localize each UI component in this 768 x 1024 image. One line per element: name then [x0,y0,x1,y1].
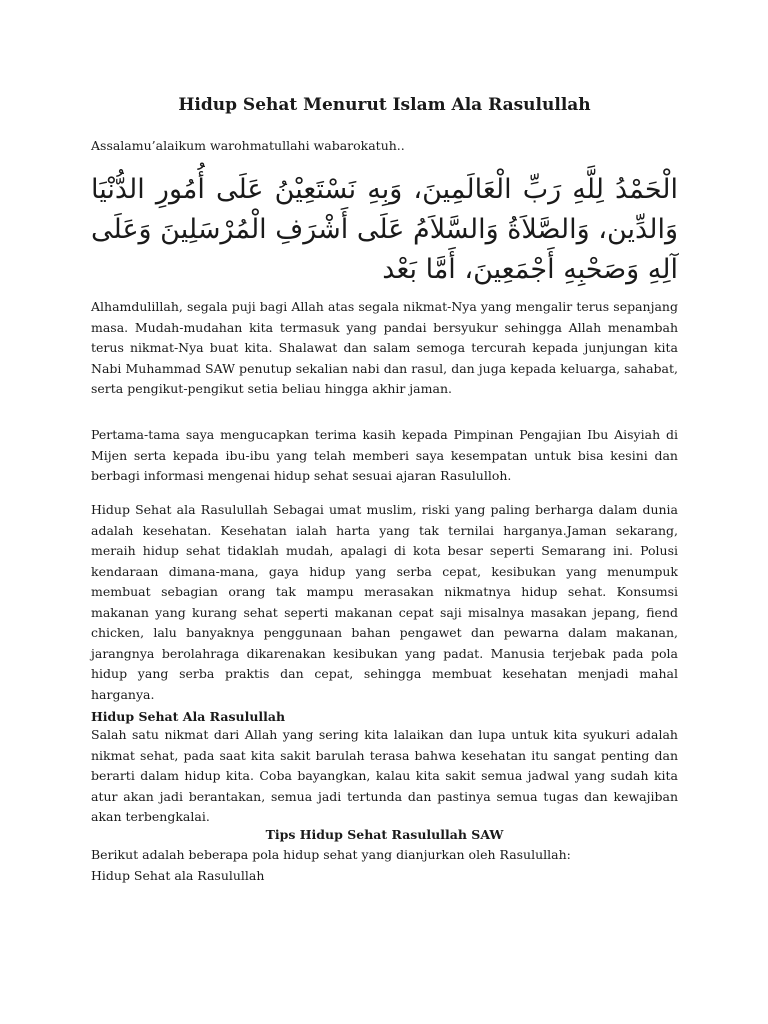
document-title: Hidup Sehat Menurut Islam Ala Rasulullah [178,95,591,115]
section-paragraph: Salah satu nikmat dari Allah yang sering kita lalaikan dan lupa untuk kita syukuri adalah nikmat sehat, pada saat kita sakit barulah terasa bahwa kesehatan itu sangat penting dan berarti dalam hidup kita. Coba bayangkan, kalau kita sakit semua jadwal yang sudah kita atur akan jadi berantakan, semua jadi tertunda dan pastinya semua tugas dan kewajiban akan terbengkalai. [91,727,678,824]
greeting-text: Assalamu’alaikum warohmatullahi wabarokatuh.. [91,138,405,153]
tips-intro-text: Berikut adalah beberapa pola hidup sehat yang dianjurkan oleh Rasulullah: [91,847,571,862]
paragraph-thanks: Pertama-tama saya mengucapkan terima kasih kepada Pimpinan Pengajian Ibu Aisyiah di Mijen serta kepada ibu-ibu yang telah memberi saya kesempatan untuk bisa kesini dan berbagi informasi mengenai hidup sehat sesuai ajaran Rasululloh. [91,427,678,483]
tips-title: Tips Hidup Sehat Rasulullah SAW [265,827,504,842]
paragraph-alhamdulillah: Alhamdulillah, segala puji bagi Allah atas segala nikmat-Nya yang mengalir terus sepanjang masa. Mudah-mudahan kita termasuk yang pandai bersyukur sehingga Allah menambah terus nikmat-Nya buat kita. Shalawat dan salam semoga tercurah kepada junjungan kita Nabi Muhammad SAW penutup sekalian nabi dan rasul, dan juga kepada keluarga, sahabat, serta pengikut-pengikut setia beliau hingga akhir jaman. [91,299,678,396]
tips-subheading: Hidup Sehat ala Rasulullah [91,868,265,883]
paragraph-hidup-sehat: Hidup Sehat ala Rasulullah Sebagai umat muslim, riski yang paling berharga dalam dunia adalah kesehatan. Kesehatan ialah harta yang tak ternilai harganya.Jaman sekarang, meraih hidup sehat tidaklah mudah, apalagi di kota besar seperti Semarang ini. Polusi kendaraan dimana-mana, gaya hidup yang serba cepat, kesibukan yang menumpuk membuat sebagian orang tak mampu merasakan nikmatnya hidup sehat. Konsumsi makanan yang kurang sehat seperti makanan cepat saji misalnya masakan jepang, fiend chicken, lalu banyaknya penggunaan bahan pengawet dan pewarna dalam makanan, jarangnya berolahraga dikarenakan kesibukan yang padat. Manusia terjebak pada pola hidup yang serba praktis dan cepat, sehingga membuat kesehatan menjadi mahal harganya. [91,502,678,702]
arabic-opening-text: الْحَمْدُ لِلَّهِ رَبِّ الْعَالَمِينَ، وَبِهِ نَسْتَعِيْنُ عَلَى أُمُورِ الدُّنْيَا وَالدِّين، وَالصَّلاَةُ وَالسَّلاَمُ عَلَى أَشْرَفِ الْمُرْسَلِينَ وَعَلَى آلِهِ وَصَحْبِهِ أَجْمَعِينَ، أَمَّا بَعْد [91,174,678,285]
section-heading: Hidup Sehat Ala Rasulullah [91,709,286,724]
